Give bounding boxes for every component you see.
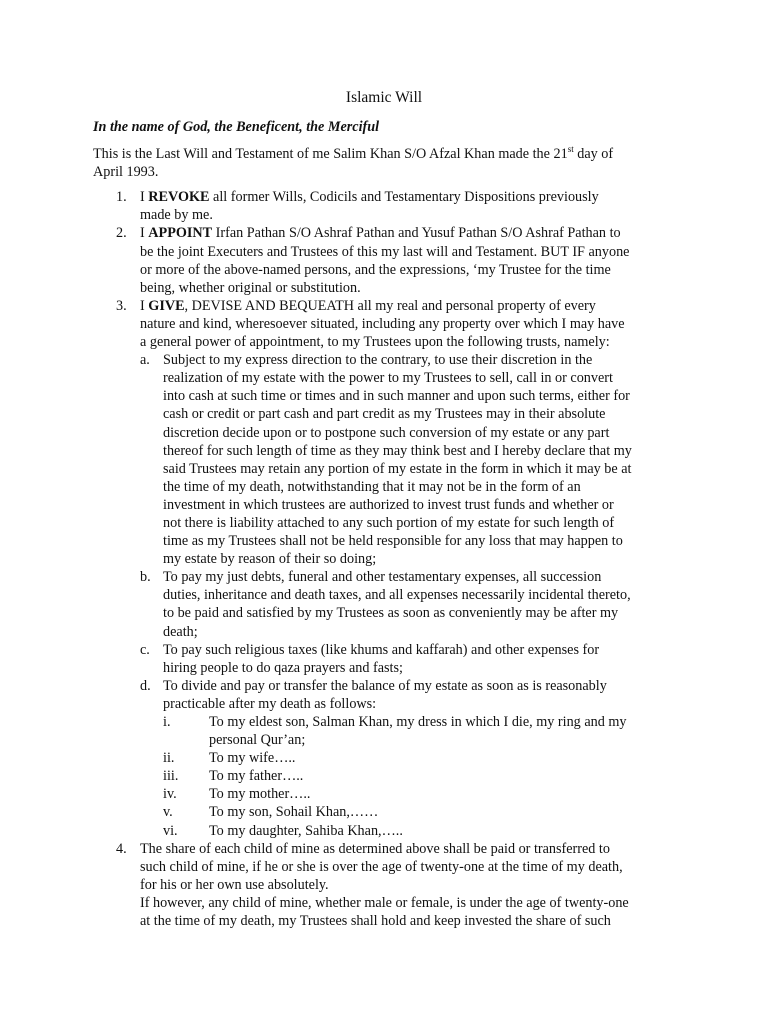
subclause-line: thereof for such length of time as they may think best and I hereby declare that my bbox=[163, 442, 632, 459]
clause-keyword: APPOINT bbox=[148, 225, 213, 242]
clause-number: 3. bbox=[116, 297, 127, 314]
bequest-item-4 bbox=[163, 785, 678, 803]
subclause-line: to be paid and satisfied by my Trustees as soon as conveniently may be after my bbox=[163, 605, 619, 622]
subclause-c bbox=[140, 641, 678, 677]
subclause-b bbox=[140, 568, 678, 640]
intro-paragraph bbox=[93, 145, 673, 181]
bequest-item-1 bbox=[163, 713, 678, 749]
clause-keyword: GIVE bbox=[148, 297, 185, 314]
clause-line bbox=[140, 315, 678, 333]
clause-line bbox=[140, 333, 678, 351]
clause-line bbox=[140, 279, 678, 297]
clause-number: 2. bbox=[116, 225, 127, 242]
bequest-line: To my son, Sohail Khan,…… bbox=[209, 804, 379, 821]
subclause-line: realization of my estate with the power to my Trustees to sell, call in or convert bbox=[163, 370, 613, 387]
subclause-d bbox=[140, 677, 678, 840]
clause-text: being, whether original or substitution. bbox=[140, 279, 361, 296]
clause-line bbox=[140, 224, 678, 242]
clause-text: for his or her own use absolutely. bbox=[140, 876, 329, 893]
subclause-line: To pay such religious taxes (like khums and kaffarah) and other expenses for bbox=[163, 641, 600, 658]
clause-line bbox=[140, 188, 678, 206]
clause-line bbox=[140, 243, 678, 261]
bequest-numeral: vi. bbox=[163, 822, 178, 839]
bequest-numeral: iii. bbox=[163, 768, 179, 785]
intro-date-superscript: st bbox=[567, 144, 574, 155]
subclause-line: Subject to my express direction to the contrary, to use their discretion in the bbox=[163, 352, 593, 369]
clause-line bbox=[140, 297, 678, 315]
clause-line bbox=[140, 261, 678, 279]
clause-line bbox=[140, 912, 678, 930]
subclause-line: not there is liability attached to any such portion of my estate for such length of bbox=[163, 514, 615, 531]
bequest-line: To my daughter, Sahiba Khan,….. bbox=[209, 822, 403, 839]
subclause-letter: a. bbox=[140, 352, 150, 369]
clause-text: a general power of appointment, to my Trustees upon the following trusts, namely: bbox=[140, 334, 610, 351]
bequest-item-2 bbox=[163, 749, 678, 767]
bequest-line: To my father….. bbox=[209, 768, 304, 785]
bequest-numeral: i. bbox=[163, 714, 171, 730]
bequest-line: personal Qur’an; bbox=[209, 732, 306, 749]
subclause-line: duties, inheritance and death taxes, and all expenses necessarily incidental thereto, bbox=[163, 587, 631, 604]
bequest-numeral: iv. bbox=[163, 786, 177, 803]
document-title: Islamic Will bbox=[345, 89, 423, 106]
clause-text: The share of each child of mine as determined above shall be paid or transferred to bbox=[140, 840, 610, 857]
subclause-line: investment in which trustees are authorized to invest trust funds and whether or bbox=[163, 496, 614, 513]
subclause-a bbox=[140, 351, 678, 568]
intro-line-2: April 1993. bbox=[93, 164, 159, 181]
bequest-line: To my wife….. bbox=[209, 750, 296, 767]
subclause-line: To pay my just debts, funeral and other testamentary expenses, all succession bbox=[163, 569, 602, 586]
clause-line bbox=[140, 894, 678, 912]
clause-text: all former Wills, Codicils and Testamentary Dispositions previously bbox=[209, 189, 599, 206]
document-body bbox=[93, 118, 683, 930]
clause-line bbox=[140, 206, 678, 224]
subclause-line: cash or credit or part cash and part credit as my Trustees may in their absolute bbox=[163, 406, 606, 423]
clause-text: If however, any child of mine, whether male or female, is under the age of twenty-one bbox=[140, 894, 629, 911]
subclause-line: my estate by reason of their so doing; bbox=[163, 551, 377, 568]
clause-text: such child of mine, if he or she is over the age of twenty-one at the time of my death, bbox=[140, 858, 623, 875]
subclause-line: said Trustees may retain any portion of my estate in the form in which it may be at bbox=[163, 460, 632, 477]
clause-4 bbox=[93, 840, 678, 930]
bequest-item-6 bbox=[163, 822, 678, 840]
subclause-line: To divide and pay or transfer the balance of my estate as soon as is reasonably bbox=[163, 677, 607, 694]
clause-1 bbox=[93, 188, 678, 224]
intro-text: This is the Last Will and Testament of me Salim Khan S/O Afzal Khan made the 21 bbox=[93, 146, 568, 163]
bequest-line: To my mother….. bbox=[209, 786, 311, 803]
clause-line bbox=[140, 876, 678, 894]
clause-text: I bbox=[140, 225, 149, 242]
bequest-item-5 bbox=[163, 803, 678, 821]
clause-text: I bbox=[140, 189, 149, 206]
subclause-letter: b. bbox=[140, 569, 151, 586]
subclause-line: into cash at such time or times and in such manner and upon such terms, either for bbox=[163, 388, 630, 405]
bequest-numeral: v. bbox=[163, 804, 173, 821]
clause-text: or more of the above-named persons, and the expressions, ‘my Trustee for the time bbox=[140, 261, 611, 278]
subclause-line: discretion decide upon or to postpone such conversion of my estate or any part bbox=[163, 424, 610, 441]
clause-text: be the joint Executers and Trustees of this my last will and Testament. BUT IF anyone bbox=[140, 243, 630, 260]
subclause-line: death; bbox=[163, 623, 198, 640]
subclause-letter: c. bbox=[140, 641, 150, 658]
clause-line bbox=[140, 840, 678, 858]
bequest-line: To my eldest son, Salman Khan, my dress in which I die, my ring and my bbox=[209, 714, 627, 730]
clause-2 bbox=[93, 224, 678, 296]
clause-text: , DEVISE AND BEQUEATH all my real and personal property of every bbox=[184, 297, 596, 314]
bequest-item-3 bbox=[163, 767, 678, 785]
clause-text: nature and kind, wheresoever situated, including any property over which I may have bbox=[140, 315, 625, 332]
clause-line bbox=[140, 858, 678, 876]
subclause-line: practicable after my death as follows: bbox=[163, 695, 377, 712]
clause-number: 1. bbox=[116, 189, 127, 206]
subclause-line: the time of my death, notwithstanding that it may not be in the form of an bbox=[163, 478, 581, 495]
clause-keyword: REVOKE bbox=[148, 189, 210, 206]
clause-text: I bbox=[140, 297, 149, 314]
subclause-line: time as my Trustees shall not be held responsible for any loss that may happen to bbox=[163, 533, 623, 550]
clause-text: Irfan Pathan S/O Ashraf Pathan and Yusuf Pathan S/O Ashraf Pathan to bbox=[212, 225, 621, 242]
intro-text-cont: day of bbox=[573, 146, 614, 163]
clause-3 bbox=[93, 297, 678, 840]
clause-text: made by me. bbox=[140, 207, 213, 224]
bequest-numeral: ii. bbox=[163, 750, 175, 767]
clause-number: 4. bbox=[116, 840, 127, 857]
invocation-heading: In the name of God, the Beneficent, the Merciful bbox=[93, 119, 380, 135]
clause-list bbox=[93, 188, 683, 930]
clause-text: at the time of my death, my Trustees shall hold and keep invested the share of such bbox=[140, 913, 611, 930]
subclause-line: hiring people to do qaza prayers and fasts; bbox=[163, 659, 403, 676]
subclause-letter: d. bbox=[140, 677, 151, 694]
